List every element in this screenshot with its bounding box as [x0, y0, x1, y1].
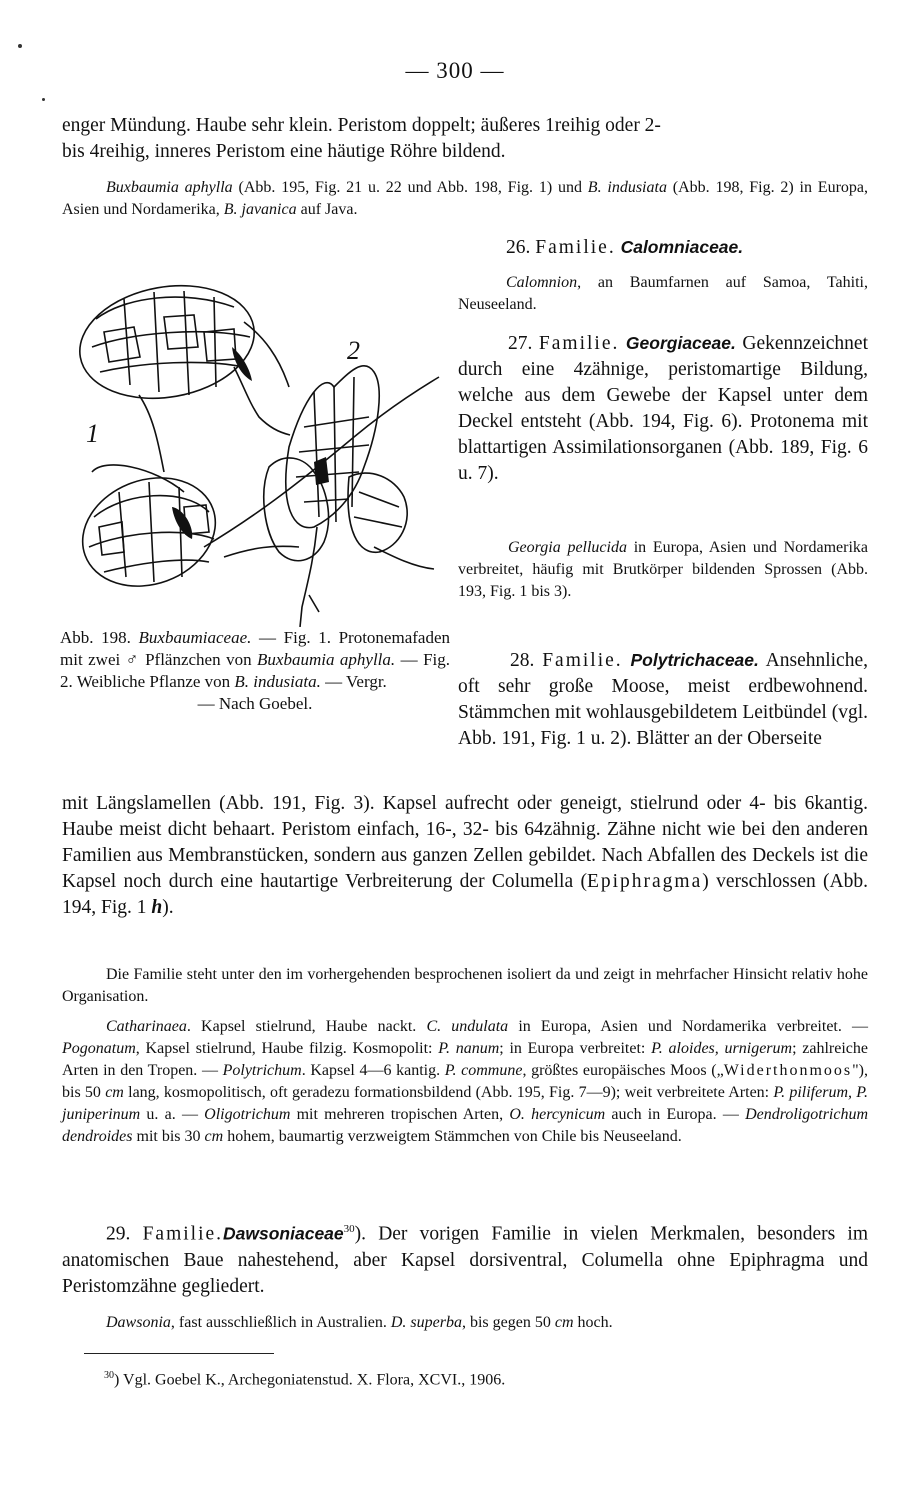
intro-paragraph — [62, 113, 868, 165]
species-name: Dendroligotrichum dendroides — [62, 1106, 869, 1145]
species-name: P. piliferum, P. juniperinum — [62, 1084, 868, 1123]
caption-body — [60, 627, 450, 693]
paragraph-text: ). Der vorigen Familie in vielen Merkmalen, besonders im anatomischen Baue nahestehend, aber Kapsel dorsiventral, Columella ohne Epiphragma und Peristomzähne gegliedert. — [62, 1223, 868, 1297]
unit: cm — [105, 1084, 124, 1101]
caption-species: Buxbaumia aphylla. — [257, 650, 396, 669]
page-number: — 300 — — [405, 58, 505, 83]
figure-buxbaumiaceae — [64, 277, 444, 627]
footnote-ref: 30 — [343, 1223, 355, 1235]
caption-text: — Vergr. — [320, 672, 387, 691]
footnote-text: ) Vgl. Goebel K., Archegoniatenstud. X. Flora, XCVI., 1906. — [114, 1371, 506, 1389]
family-name: Calomniaceae. — [620, 237, 744, 257]
note-text: u. a. — — [140, 1106, 205, 1123]
species-name: B. javanica — [223, 201, 297, 218]
note-text: (Abb. 198, Fig. 2) in Europa, Asien und Nordamerika, — [62, 179, 869, 218]
note-text: ; zahlreiche Arten in den Tropen. — — [62, 1040, 868, 1079]
caption-text: Abb. 198. — [60, 628, 139, 647]
note-text: , bis gegen 50 — [461, 1314, 555, 1331]
family-number: 28. — [510, 650, 535, 671]
caption-species: B. indusiata. — [234, 672, 321, 691]
note-text: auch in Europa. — — [605, 1106, 746, 1123]
species-name: Buxbaumia aphylla — [106, 179, 233, 196]
footnote-divider — [84, 1353, 274, 1354]
species-name: Calomnion — [506, 274, 578, 291]
caption-text: — Fig. 1. Protonemafaden mit zwei ♂ Pflänzchen von — [60, 628, 450, 669]
note-text: (Abb. 195, Fig. 21 u. 22 und Abb. 198, Fig. 1) und — [232, 179, 588, 196]
family-28-full — [62, 791, 868, 921]
species-name: C. undulata — [426, 1018, 509, 1035]
species-name: D. superba — [390, 1314, 462, 1331]
family-number: 26. — [506, 237, 531, 258]
species-name: Catharinaea — [106, 1018, 187, 1035]
species-name: Pogonatum — [62, 1040, 136, 1057]
species-name: B. indusiata — [587, 179, 667, 196]
dawsonia-note — [62, 1312, 868, 1334]
family-number: 27. — [508, 333, 533, 354]
text-line: bis 4reihig, inneres Peristom eine häutige Röhre bildend. — [62, 141, 506, 162]
family-27-paragraph — [458, 330, 868, 487]
figure-label-2: 2 — [347, 336, 360, 365]
species-name: P. nanum — [438, 1040, 500, 1057]
family-26-note — [458, 272, 868, 316]
note-text: auf Java. — [296, 201, 358, 218]
unit: cm — [554, 1314, 574, 1331]
family-name: Georgiaceae. — [625, 333, 736, 353]
family-28-note: Die Familie steht unter den im vorhergehenden besprochenen isoliert da und zeigt in mehrfacher Hinsicht relativ hohe Organisation. — [62, 966, 868, 1005]
paragraph-text: Gekennzeichnet durch eine 4zähnige, peristomartige Bildung, welche aus dem Gewebe der Kapsel unter dem Deckel entsteht (Abb. 194, Fig. 6). Protonema mit blattartigen Assimilationsorganen (Abb. 189, Fig. 6 u. 7). — [458, 333, 868, 484]
family-name: Dawsoniaceae — [223, 1223, 344, 1244]
paragraph-text: ). — [162, 897, 174, 918]
family-word: Familie. — [142, 1223, 224, 1245]
note-text: , fast ausschließlich in Australien. — [170, 1314, 391, 1331]
buxbaumia-note — [62, 177, 868, 221]
scan-speck — [42, 98, 45, 101]
note-text: , größtes europäisches Moos („ — [522, 1062, 724, 1079]
text-line: enger Mündung. Haube sehr klein. Peristom doppelt; äußeres 1reihig oder 2- — [62, 115, 661, 136]
scan-speck — [18, 44, 22, 48]
note-text: ; in Europa verbreitet: — [499, 1040, 652, 1057]
species-name: Dawsonia — [106, 1314, 171, 1331]
note-text: hoch. — [573, 1314, 613, 1331]
species-name: Polytrichum — [222, 1062, 302, 1079]
figure-caption — [60, 627, 450, 715]
unit: cm — [204, 1128, 224, 1145]
family-28-column — [458, 647, 868, 752]
note-text: . Kapsel 4—6 kantig. — [301, 1062, 445, 1079]
note-text: mit bis 30 — [132, 1128, 205, 1145]
note-text: lang, kosmopolitisch, oft geradezu formationsbildend (Abb. 195, Fig. 7—9); weit verbreitete Arten: — [123, 1084, 774, 1101]
footnote-number: 30 — [104, 1370, 114, 1381]
spaced-term: Epiphragma — [586, 871, 703, 892]
family-27-note — [458, 537, 868, 603]
catharinaea-note — [62, 1016, 868, 1148]
note-text: in Europa, Asien und Nordamerika verbreitet. — — [508, 1018, 869, 1035]
species-name: O. hercynicum — [509, 1106, 606, 1123]
family-name: Polytrichaceae. — [630, 650, 759, 670]
species-name: Oligotrichum — [204, 1106, 291, 1123]
paragraph-text: mit Längslamellen (Abb. 191, Fig. 3). Kapsel aufrecht oder geneigt, stielrund oder 4- bis 6kantig. Haube meist dicht behaart. Peristom einfach, 16-, 32- bis 64zähnig. Zähne nicht wie bei den anderen Familien aus Membranstücken, sondern aus ganzen Zellen gebildet. Nach Abfallen des Deckels ist die Kapsel noch durch eine hautartige Verbreiterung der Columella ( — [62, 793, 868, 892]
family-29-paragraph — [62, 1216, 868, 1300]
figure-label-1: 1 — [86, 419, 99, 448]
footnote — [104, 1370, 505, 1389]
species-name: P. aloides, urnigerum — [651, 1040, 793, 1057]
figure-ref: h — [151, 897, 163, 918]
paragraph-text: ) verschlossen (Abb. 194, Fig. 1 — [62, 871, 868, 918]
note-text: hohem, baumartig verzweigtem Stämmchen von Chile bis Neuseeland. — [223, 1128, 682, 1145]
note-text: , an Baumfarnen auf Samoa, Tahiti, Neuseeland. — [458, 274, 868, 313]
note-text: "), bis 50 — [62, 1062, 868, 1101]
caption-family: Buxbaumiaceae. — [138, 628, 252, 647]
note-text: mit mehreren tropischen Arten, — [290, 1106, 510, 1123]
paragraph-text: Ansehnliche, oft sehr große Moose, meist erdbewohnend. Stämmchen mit wohlausgebildetem Leitbündel (vgl. Abb. 191, Fig. 1 u. 2). Blätter an der Oberseite — [458, 650, 868, 749]
caption-credit: — Nach Goebel. — [197, 694, 313, 713]
family-number: 29. — [106, 1223, 131, 1245]
family-word: Familie. — [538, 333, 620, 354]
species-name: P. commune — [444, 1062, 523, 1079]
family-word: Familie. — [535, 237, 616, 258]
note-text: in Europa, Asien und Nordamerika verbreitet, häufig mit Brutkörper bildenden Sprossen (Abb. 193, Fig. 1 bis 3). — [458, 539, 868, 600]
note-text: , Kapsel stielrund, Haube filzig. Kosmopolit: — [135, 1040, 439, 1057]
species-name: Georgia pellucida — [508, 539, 627, 556]
family-word: Familie. — [542, 650, 623, 671]
note-text: . Kapsel stielrund, Haube nackt. — [186, 1018, 427, 1035]
family-26-heading — [458, 234, 868, 261]
spaced-term: Widerthonmoos — [723, 1062, 853, 1079]
caption-text: — Fig. 2. Weibliche Pflanze von — [60, 650, 451, 691]
